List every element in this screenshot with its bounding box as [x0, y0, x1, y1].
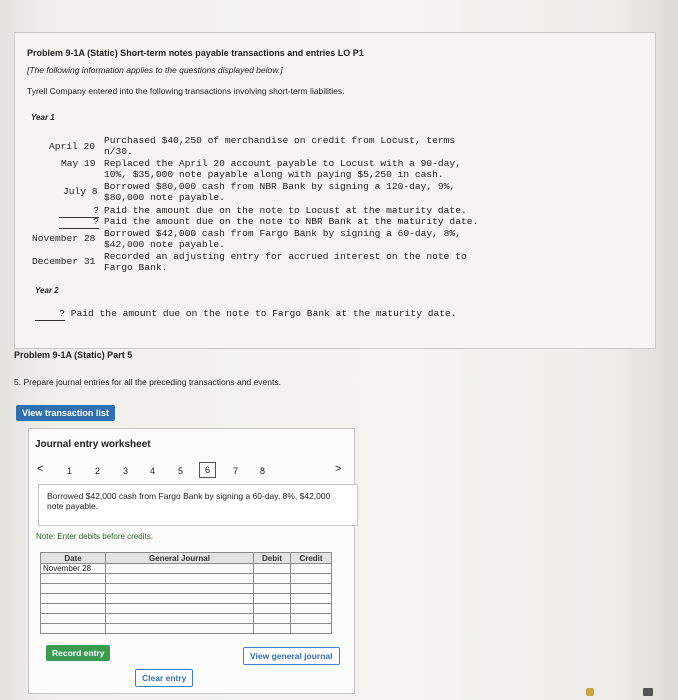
transaction-description: Borrowed $42,000 cash from Fargo Bank by signing a 60-day, 8%, $42,000 note payable.: [47, 491, 331, 511]
worksheet-page-2[interactable]: 2: [95, 466, 101, 476]
debit-input[interactable]: [254, 584, 291, 594]
transaction-text: $80,000 note payable.: [104, 192, 225, 203]
transaction-date: December 31: [32, 256, 96, 267]
problem-statement-panel: [14, 32, 656, 349]
transaction-text: Borrowed $80,000 cash from NBR Bank by signing a 120-day, 9%,: [104, 181, 456, 192]
credit-input[interactable]: [291, 624, 332, 634]
problem-note: [The following information applies to the questions displayed below.]: [27, 65, 283, 75]
worksheet-title: Journal entry worksheet: [35, 439, 151, 450]
date-cell: [41, 614, 106, 624]
table-row: [41, 584, 332, 594]
transaction-date: May 19: [61, 158, 96, 169]
transaction-text: n/30.: [104, 146, 133, 157]
table-row: [41, 594, 332, 604]
credit-input[interactable]: [291, 604, 332, 614]
transaction-text: Purchased $40,250 of merchandise on credit from Locust, terms: [104, 135, 456, 146]
worksheet-page-4[interactable]: 4: [150, 466, 156, 476]
part-title: Problem 9-1A (Static) Part 5: [14, 350, 133, 360]
transaction-text: Fargo Bank.: [104, 262, 168, 273]
taskbar-icon: [586, 688, 594, 696]
credit-input[interactable]: [291, 564, 332, 574]
account-input[interactable]: [106, 584, 254, 594]
year1-label: Year 1: [31, 113, 55, 122]
transaction-text: Replaced the April 20 account payable to Locust with a 90-day,: [104, 158, 461, 169]
transaction-date-blank: ?: [35, 309, 65, 321]
account-input[interactable]: [106, 604, 254, 614]
worksheet-page-5[interactable]: 5: [178, 466, 184, 476]
credit-input[interactable]: [291, 584, 332, 594]
debits-credits-note: Note: Enter debits before credits.: [36, 532, 153, 541]
worksheet-page-1[interactable]: 1: [67, 466, 73, 476]
credit-input[interactable]: [291, 614, 332, 624]
transaction-date: April 20: [49, 141, 96, 152]
transaction-text: Paid the amount due on the note to NBR Bank at the maturity date.: [104, 216, 479, 227]
problem-title: Problem 9-1A (Static) Short-term notes payable transactions and entries LO P1: [27, 48, 364, 58]
transaction-text: Recorded an adjusting entry for accrued interest on the note to: [104, 251, 467, 262]
part-instruction: 5. Prepare journal entries for all the preceding transactions and events.: [14, 377, 281, 387]
credit-input[interactable]: [291, 574, 332, 584]
date-cell: November 28: [41, 564, 106, 574]
view-general-journal-button[interactable]: View general journal: [243, 647, 340, 665]
account-input[interactable]: [106, 574, 254, 584]
account-input[interactable]: [106, 614, 254, 624]
transaction-text: $42,000 note payable.: [104, 239, 225, 250]
year2-label: Year 2: [35, 286, 59, 295]
transaction-description-box: [38, 484, 358, 526]
transaction-text: Paid the amount due on the note to Locust at the maturity date.: [104, 205, 467, 216]
date-cell: [41, 624, 106, 634]
view-transaction-list-button[interactable]: View transaction list: [16, 405, 115, 421]
credit-input[interactable]: [291, 594, 332, 604]
taskbar-icon: [643, 688, 653, 696]
transaction-date-blank: ?: [59, 206, 99, 218]
date-cell: [41, 574, 106, 584]
journal-entry-table: [40, 552, 332, 634]
table-row: [41, 574, 332, 584]
table-row: [41, 604, 332, 614]
year2-transaction: [35, 309, 457, 321]
column-header-credit: Credit: [291, 553, 332, 564]
worksheet-page-6[interactable]: 6: [199, 462, 216, 478]
debit-input[interactable]: [254, 604, 291, 614]
date-cell: [41, 594, 106, 604]
column-header-general-journal: General Journal: [106, 553, 254, 564]
transaction-text: Paid the amount due on the note to Fargo Bank at the maturity date.: [70, 308, 457, 319]
column-header-date: Date: [41, 553, 106, 564]
transaction-date: July 8: [63, 186, 98, 197]
account-input[interactable]: [106, 624, 254, 634]
date-cell: [41, 604, 106, 614]
debit-input[interactable]: [254, 574, 291, 584]
account-input[interactable]: [106, 564, 254, 574]
table-row: [41, 614, 332, 624]
table-row: [41, 624, 332, 634]
record-entry-button[interactable]: Record entry: [46, 645, 110, 661]
column-header-debit: Debit: [254, 553, 291, 564]
account-input[interactable]: [106, 594, 254, 604]
worksheet-page-3[interactable]: 3: [123, 466, 129, 476]
transaction-text: 10%, $35,000 note payable along with paying $5,250 in cash.: [104, 169, 444, 180]
table-row: [41, 564, 332, 574]
chevron-left-icon[interactable]: <: [37, 463, 44, 475]
debit-input[interactable]: [254, 594, 291, 604]
transaction-date: November 28: [32, 233, 96, 244]
debit-input[interactable]: [254, 614, 291, 624]
problem-intro: Tyrell Company entered into the following transactions involving short-term liabilities.: [27, 86, 345, 96]
transaction-date-blank: ?: [59, 217, 99, 229]
debit-input[interactable]: [254, 564, 291, 574]
worksheet-pagination: [29, 463, 354, 482]
worksheet-page-8[interactable]: 8: [260, 466, 266, 476]
transaction-text: Borrowed $42,000 cash from Fargo Bank by signing a 60-day, 8%,: [104, 228, 461, 239]
debit-input[interactable]: [254, 624, 291, 634]
date-cell: [41, 584, 106, 594]
chevron-right-icon[interactable]: >: [335, 463, 342, 475]
worksheet-page-7[interactable]: 7: [233, 466, 239, 476]
clear-entry-button[interactable]: Clear entry: [135, 669, 193, 687]
